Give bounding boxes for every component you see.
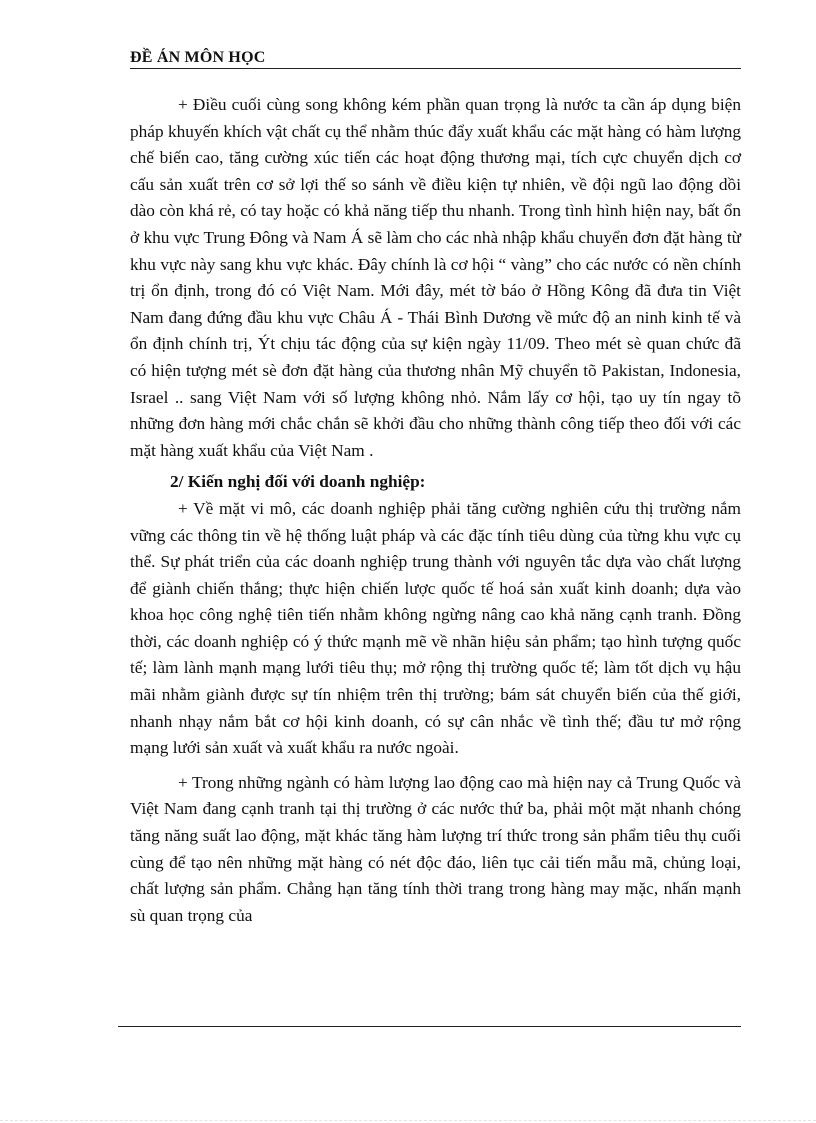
page-bottom-edge (0, 1120, 816, 1121)
running-header: ĐỀ ÁN MÔN HỌC (130, 49, 266, 66)
header-divider (130, 68, 741, 69)
page-body (130, 92, 741, 929)
paragraph-micro-level: + Về mặt vi mô, các doanh nghiệp phải tăng cường nghiên cứu thị trường nắm vững các thông tin về hệ thống luật pháp và các đặc tính tiêu dùng của từng khu vực cụ thể. Sự phát triển của các doanh nghiệp trung thành với nguyên tắc dựa vào chất lượng để giành chiến thắng; thực hiện chiến lược quốc tế hoá sản xuất kinh doanh; dựa vào khoa học công nghệ tiên tiến nhằm không ngừng nâng cao khả năng cạnh tranh. Đồng thời, các doanh nghiệp có ý thức mạnh mẽ về nhãn hiệu sản phẩm; tạo hình tượng quốc tế; làm lành mạnh mạng lưới tiêu thụ; mở rộng thị trường quốc tế; làm tốt dịch vụ hậu mãi nhằm giành được sự tín nhiệm trên thị trường; bám sát chuyển biến của thế giới, nhanh nhạy nắm bắt cơ hội kinh doanh, có sự cân nhắc về tình thế; đầu tư mở rộng mạng lưới sản xuất và xuất khẩu ra nước ngoài. (130, 498, 741, 758)
paragraph-export-incentives: + Điều cuối cùng song không kém phần quan trọng là nước ta cần áp dụng biện pháp khuyến khích vật chất cụ thể nhằm thúc đẩy xuất khẩu các mặt hàng có hàm lượng chế biến cao, tăng cường xúc tiến các hoạt động thương mại, tích cực chuyển dịch cơ cấu sản xuất trên cơ sở lợi thế so sánh về điều kiện tự nhiên, về đội ngũ lao động dồi dào còn khá rẻ, có tay hoặc có khả năng tiếp thu nhanh. Trong tình hình hiện nay, bất ổn ở khu vực Trung Đông và Nam Á sẽ làm cho các nhà nhập khẩu chuyển đơn đặt hàng từ khu vực này sang khu vực khác. Đây chính là cơ hội “ vàng” cho các nước có nền chính trị ổn định, trong đó có Việt Nam. Mới đây, mét tờ báo ở Hồng Kông đã đưa tin Việt Nam đang đứng đầu khu vực Châu Á - Thái Bình Dương về mức độ an ninh kinh tế và ổn định chính trị, Ýt chịu tác động của sự kiện ngày 11/09. Theo mét sè quan chức đã có hiện tượng mét sè đơn đặt hàng của thương nhân Mỹ chuyển tõ Pakistan, Indonesia, Israel .. sang Việt Nam với số lượng không nhỏ. Nắm lấy cơ hội, tạo uy tín ngay tõ những đơn hàng mới chắc chắn sẽ khởi đầu cho những thành công tiếp theo đối với các mặt hàng xuất khẩu của Việt Nam . (130, 95, 741, 460)
footer-divider (118, 1026, 741, 1027)
section-heading-enterprise-recommendations: 2/ Kiến nghị đối với doanh nghiệp: (170, 472, 426, 492)
paragraph-labor-intensive-industries: + Trong những ngành có hàm lượng lao động cao mà hiện nay cả Trung Quốc và Việt Nam đang cạnh tranh tại thị trường ở các nước thứ ba, phải một mặt nhanh chóng tăng năng suất lao động, mặt khác tăng hàm lượng trí thức trong sản phẩm tiêu thụ cuối cùng để tạo nên những mặt hàng có nét độc đáo, liên tục cải tiến mẫu mã, chủng loại, chất lượng sản phẩm. Chẳng hạn tăng tính thời trang trong hàng may mặc, nhấn mạnh sù quan trọng của (130, 772, 741, 925)
